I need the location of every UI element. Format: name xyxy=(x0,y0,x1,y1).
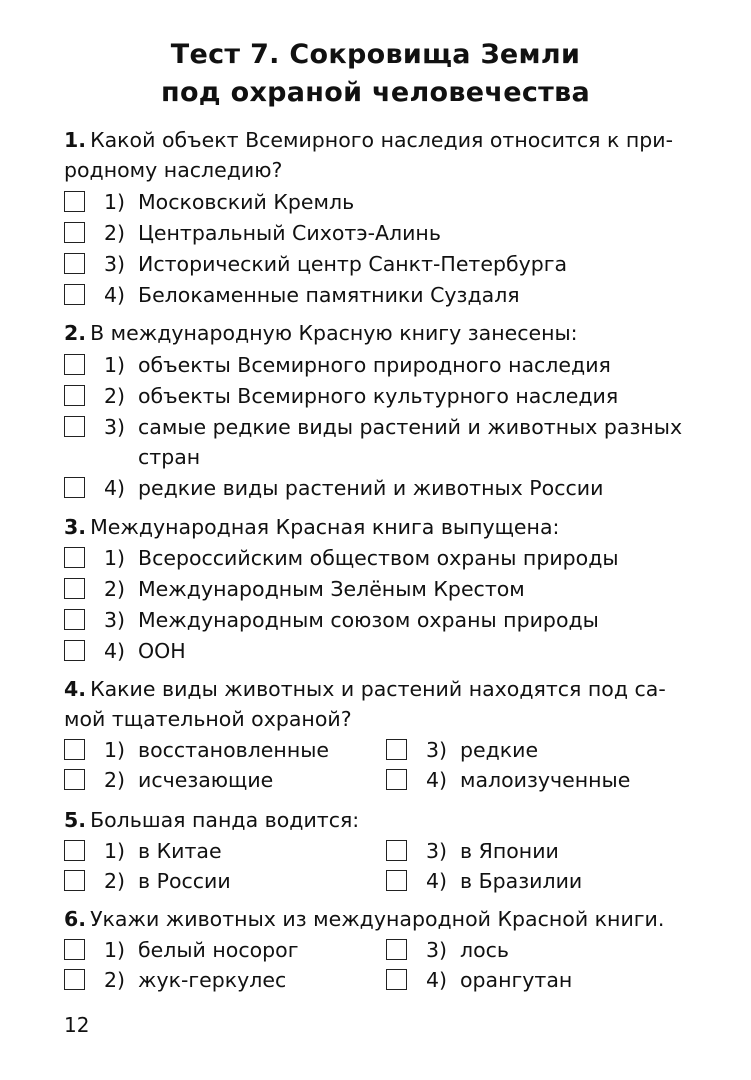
option-number: 1) xyxy=(104,353,126,377)
option-number: 2) xyxy=(104,221,126,245)
answer-checkbox[interactable] xyxy=(64,870,85,891)
question-text: В международную Красную книгу занесены: xyxy=(90,321,578,345)
option-text: объекты Всемирного природного наследия xyxy=(138,353,611,377)
option-text: Всероссийским обществом охраны природы xyxy=(138,546,619,570)
answer-checkbox[interactable] xyxy=(64,191,85,212)
option-text: жук-геркулес xyxy=(138,968,287,992)
option-text: орангутан xyxy=(460,968,573,992)
question-4-cont xyxy=(64,704,694,734)
answer-checkbox[interactable] xyxy=(64,354,85,375)
question-1 xyxy=(64,125,694,155)
answer-checkbox[interactable] xyxy=(64,222,85,243)
option-number: 4) xyxy=(104,639,126,663)
question-text: Какие виды животных и растений находятся под са- xyxy=(90,677,666,701)
option-text-cont: стран xyxy=(138,445,201,469)
question-text-cont: мой тщательной охраной? xyxy=(64,707,352,731)
question-2 xyxy=(64,318,694,348)
question-text: Международная Красная книга выпущена: xyxy=(90,515,560,539)
question-4 xyxy=(64,674,694,704)
option-text: малоизученные xyxy=(460,768,631,792)
answer-checkbox[interactable] xyxy=(386,870,407,891)
option-number: 2) xyxy=(104,869,126,893)
option-number: 1) xyxy=(104,190,126,214)
option-number: 2) xyxy=(104,968,126,992)
answer-checkbox[interactable] xyxy=(64,609,85,630)
option-text: ООН xyxy=(138,639,186,663)
answer-checkbox[interactable] xyxy=(64,547,85,568)
option-number: 3) xyxy=(104,415,126,439)
option-number: 4) xyxy=(426,869,448,893)
answer-checkbox[interactable] xyxy=(64,939,85,960)
question-5 xyxy=(64,805,694,835)
option-number: 2) xyxy=(104,577,126,601)
answer-checkbox[interactable] xyxy=(64,253,85,274)
option-number: 4) xyxy=(104,476,126,500)
option-text: самые редкие виды растений и животных разных xyxy=(138,415,683,439)
option-text: редкие виды растений и животных России xyxy=(138,476,604,500)
question-text-cont: родному наследию? xyxy=(64,158,283,182)
option-text: восстановленные xyxy=(138,738,330,762)
answer-checkbox[interactable] xyxy=(64,416,85,437)
answer-checkbox[interactable] xyxy=(64,284,85,305)
question-number: 5. xyxy=(64,808,87,832)
option-number: 4) xyxy=(104,283,126,307)
page-title-line1: Тест 7. Сокровища Земли xyxy=(170,39,581,70)
option-text: редкие xyxy=(460,738,539,762)
answer-checkbox[interactable] xyxy=(386,769,407,790)
option-text: Московский Кремль xyxy=(138,190,355,214)
answer-checkbox[interactable] xyxy=(386,939,407,960)
option-text: Международным Зелёным Крестом xyxy=(138,577,525,601)
page-number: 12 xyxy=(64,1013,90,1037)
answer-checkbox[interactable] xyxy=(386,840,407,861)
option-text: Международным союзом охраны природы xyxy=(138,608,599,632)
answer-checkbox[interactable] xyxy=(386,969,407,990)
option-number: 2) xyxy=(104,768,126,792)
page-title-line2: под охраной человечества xyxy=(160,77,591,108)
option-number: 1) xyxy=(104,938,126,962)
option-number: 3) xyxy=(426,839,448,863)
answer-checkbox[interactable] xyxy=(64,840,85,861)
question-number: 6. xyxy=(64,907,87,931)
question-text: Большая панда водится: xyxy=(90,808,360,832)
question-text: Какой объект Всемирного наследия относится к при- xyxy=(90,128,674,152)
question-3 xyxy=(64,512,694,542)
option-text: объекты Всемирного культурного наследия xyxy=(138,384,619,408)
answer-checkbox[interactable] xyxy=(64,385,85,406)
option-text: белый носорог xyxy=(138,938,299,962)
answer-checkbox[interactable] xyxy=(64,969,85,990)
answer-checkbox[interactable] xyxy=(386,739,407,760)
option-number: 4) xyxy=(426,968,448,992)
question-text: Укажи животных из международной Красной книги. xyxy=(90,907,665,931)
question-1-cont xyxy=(64,155,694,185)
option-text: в России xyxy=(138,869,231,893)
option-text: в Японии xyxy=(460,839,559,863)
answer-checkbox[interactable] xyxy=(64,640,85,661)
question-number: 1. xyxy=(64,128,87,152)
option-text: Белокаменные памятники Суздаля xyxy=(138,283,520,307)
question-number: 4. xyxy=(64,677,87,701)
option-number: 3) xyxy=(426,938,448,962)
option-text: Центральный Сихотэ-Алинь xyxy=(138,221,441,245)
option-number: 4) xyxy=(426,768,448,792)
option-number: 1) xyxy=(104,738,126,762)
answer-checkbox[interactable] xyxy=(64,477,85,498)
option-text: исчезающие xyxy=(138,768,274,792)
option-number: 2) xyxy=(104,384,126,408)
option-number: 3) xyxy=(104,608,126,632)
option-number: 3) xyxy=(104,252,126,276)
answer-checkbox[interactable] xyxy=(64,739,85,760)
answer-checkbox[interactable] xyxy=(64,769,85,790)
question-number: 2. xyxy=(64,321,87,345)
option-text: лось xyxy=(460,938,509,962)
option-number: 3) xyxy=(426,738,448,762)
question-6 xyxy=(64,904,694,934)
question-number: 3. xyxy=(64,515,87,539)
option-text: в Китае xyxy=(138,839,222,863)
option-number: 1) xyxy=(104,546,126,570)
option-text: Исторический центр Санкт-Петербурга xyxy=(138,252,568,276)
answer-checkbox[interactable] xyxy=(64,578,85,599)
option-text: в Бразилии xyxy=(460,869,583,893)
option-number: 1) xyxy=(104,839,126,863)
